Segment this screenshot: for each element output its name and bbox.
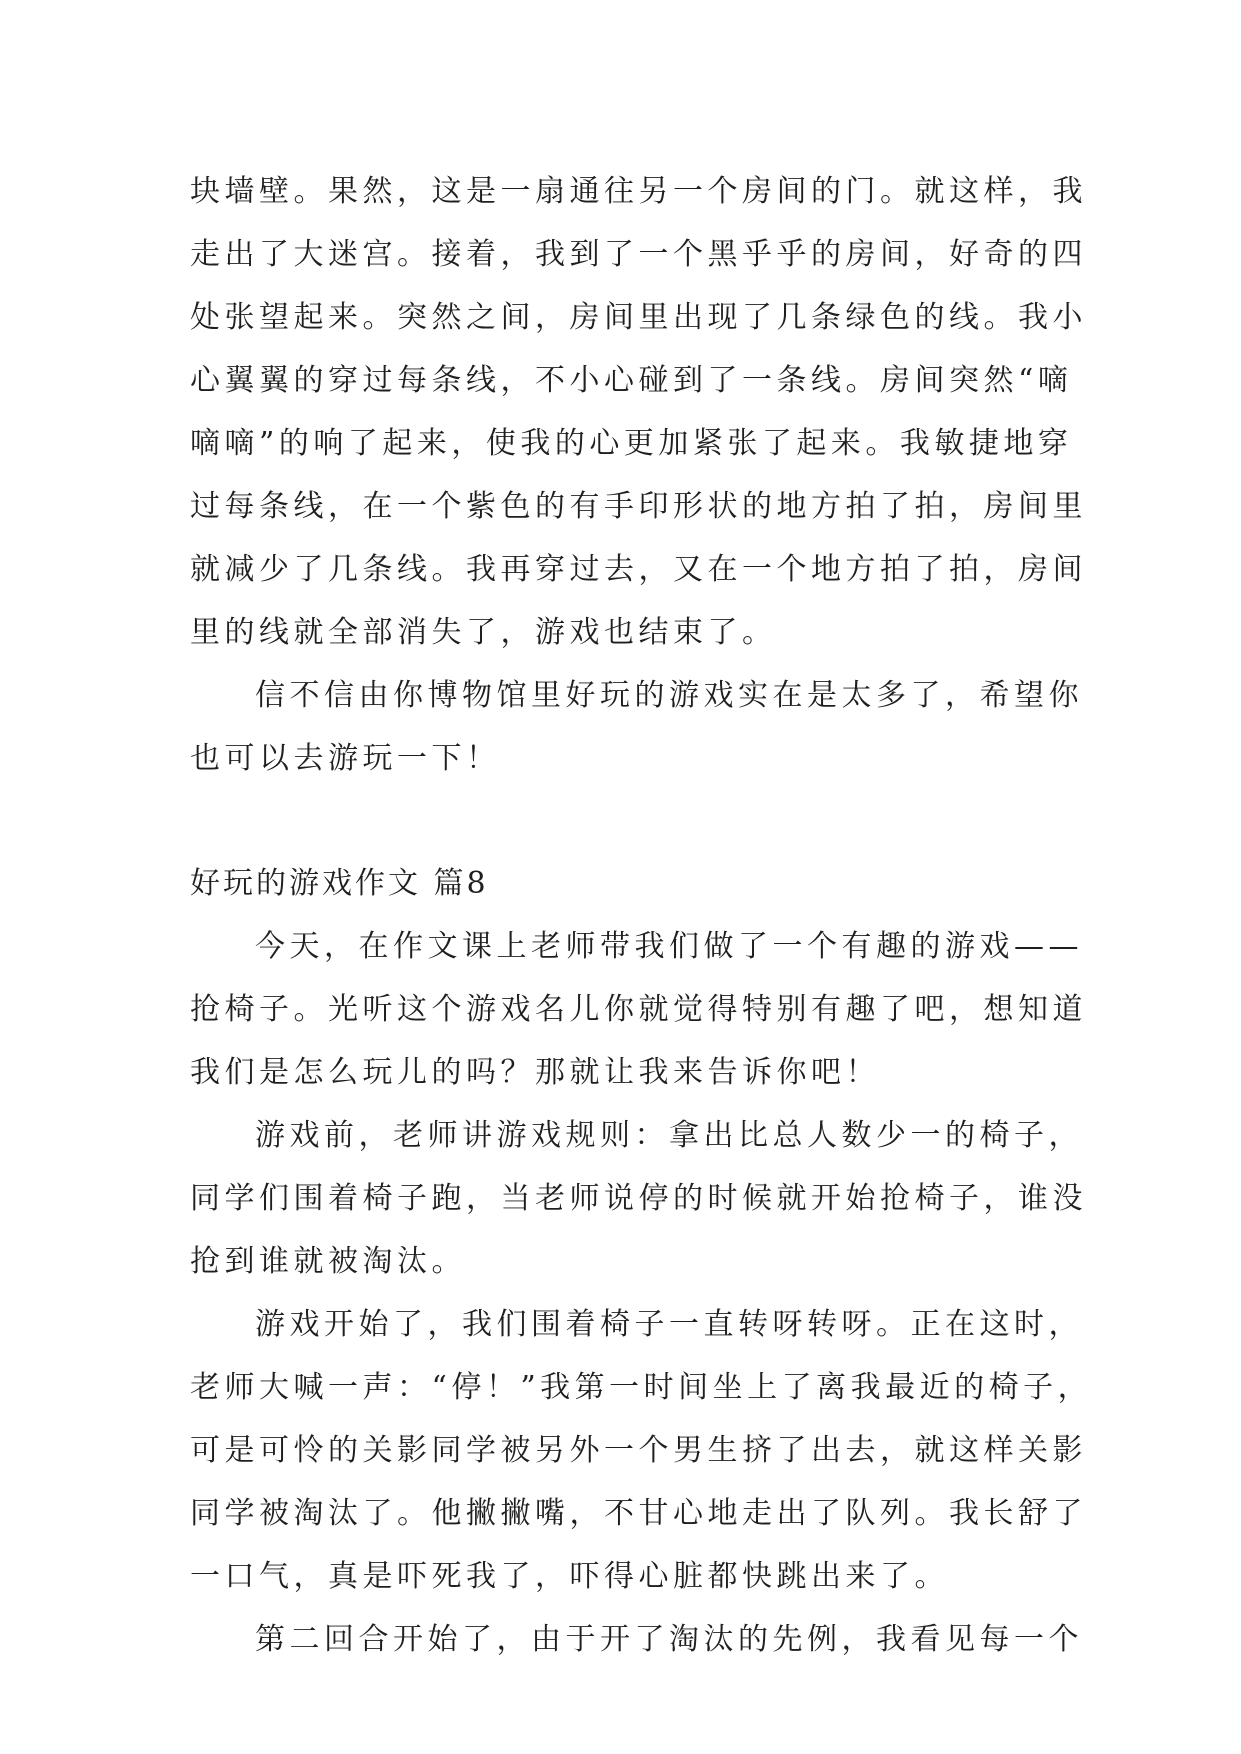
text-line: 同学被淘汰了。他撇撇嘴，不甘心地走出了队列。我长舒了 <box>190 1496 1087 1531</box>
section-heading: 好玩的游戏作文 篇8 <box>190 866 489 901</box>
text-line: 今天，在作文课上老师带我们做了一个有趣的游戏—— <box>255 929 1083 964</box>
text-line: 也可以去游玩一下！ <box>190 741 501 776</box>
text-line: 游戏开始了，我们围着椅子一直转呀转呀。正在这时， <box>255 1307 1083 1342</box>
text-line: 老师大喊一声：“停！”我第一时间坐上了离我最近的椅子， <box>190 1370 1093 1405</box>
text-line: 里的线就全部消失了，游戏也结束了。 <box>190 615 777 650</box>
paragraph-6 <box>190 1608 1083 1671</box>
section-spacer <box>190 790 1060 852</box>
text-line: 心翼翼的穿过每条线，不小心碰到了一条线。房间突然“嘀 <box>190 363 1073 398</box>
text-line: 嘀嘀”的响了起来，使我的心更加紧张了起来。我敏捷地穿 <box>190 426 1073 461</box>
paragraph-3 <box>190 915 1087 1104</box>
text-line: 块墙壁。果然，这是一扇通往另一个房间的门。就这样，我 <box>190 174 1087 209</box>
paragraph-4 <box>190 1104 1087 1293</box>
paragraph-5 <box>190 1293 1093 1608</box>
text-line: 处张望起来。突然之间，房间里出现了几条绿色的线。我小 <box>190 300 1087 335</box>
text-line: 一口气，真是吓死我了，吓得心脏都快跳出来了。 <box>190 1559 949 1594</box>
paragraph-2 <box>190 664 1083 790</box>
text-line: 第二回合开始了，由于开了淘汰的先例，我看见每一个 <box>255 1622 1083 1657</box>
document-page <box>190 160 1093 1671</box>
text-line: 就减少了几条线。我再穿过去，又在一个地方拍了拍，房间 <box>190 552 1087 587</box>
text-line: 走出了大迷宫。接着，我到了一个黑乎乎的房间，好奇的四 <box>190 237 1087 272</box>
text-line: 抢椅子。光听这个游戏名儿你就觉得特别有趣了吧，想知道 <box>190 992 1087 1027</box>
text-line: 可是可怜的关影同学被另外一个男生挤了出去，就这样关影 <box>190 1433 1087 1468</box>
text-line: 过每条线，在一个紫色的有手印形状的地方拍了拍，房间里 <box>190 489 1087 524</box>
text-line: 游戏前，老师讲游戏规则：拿出比总人数少一的椅子， <box>255 1118 1083 1153</box>
text-line: 信不信由你博物馆里好玩的游戏实在是太多了，希望你 <box>255 678 1083 713</box>
text-line: 抢到谁就被淘汰。 <box>190 1244 466 1279</box>
text-line: 我们是怎么玩儿的吗？那就让我来告诉你吧！ <box>190 1055 880 1090</box>
paragraph-1 <box>190 160 1087 664</box>
text-line: 同学们围着椅子跑，当老师说停的时候就开始抢椅子，谁没 <box>190 1181 1087 1216</box>
